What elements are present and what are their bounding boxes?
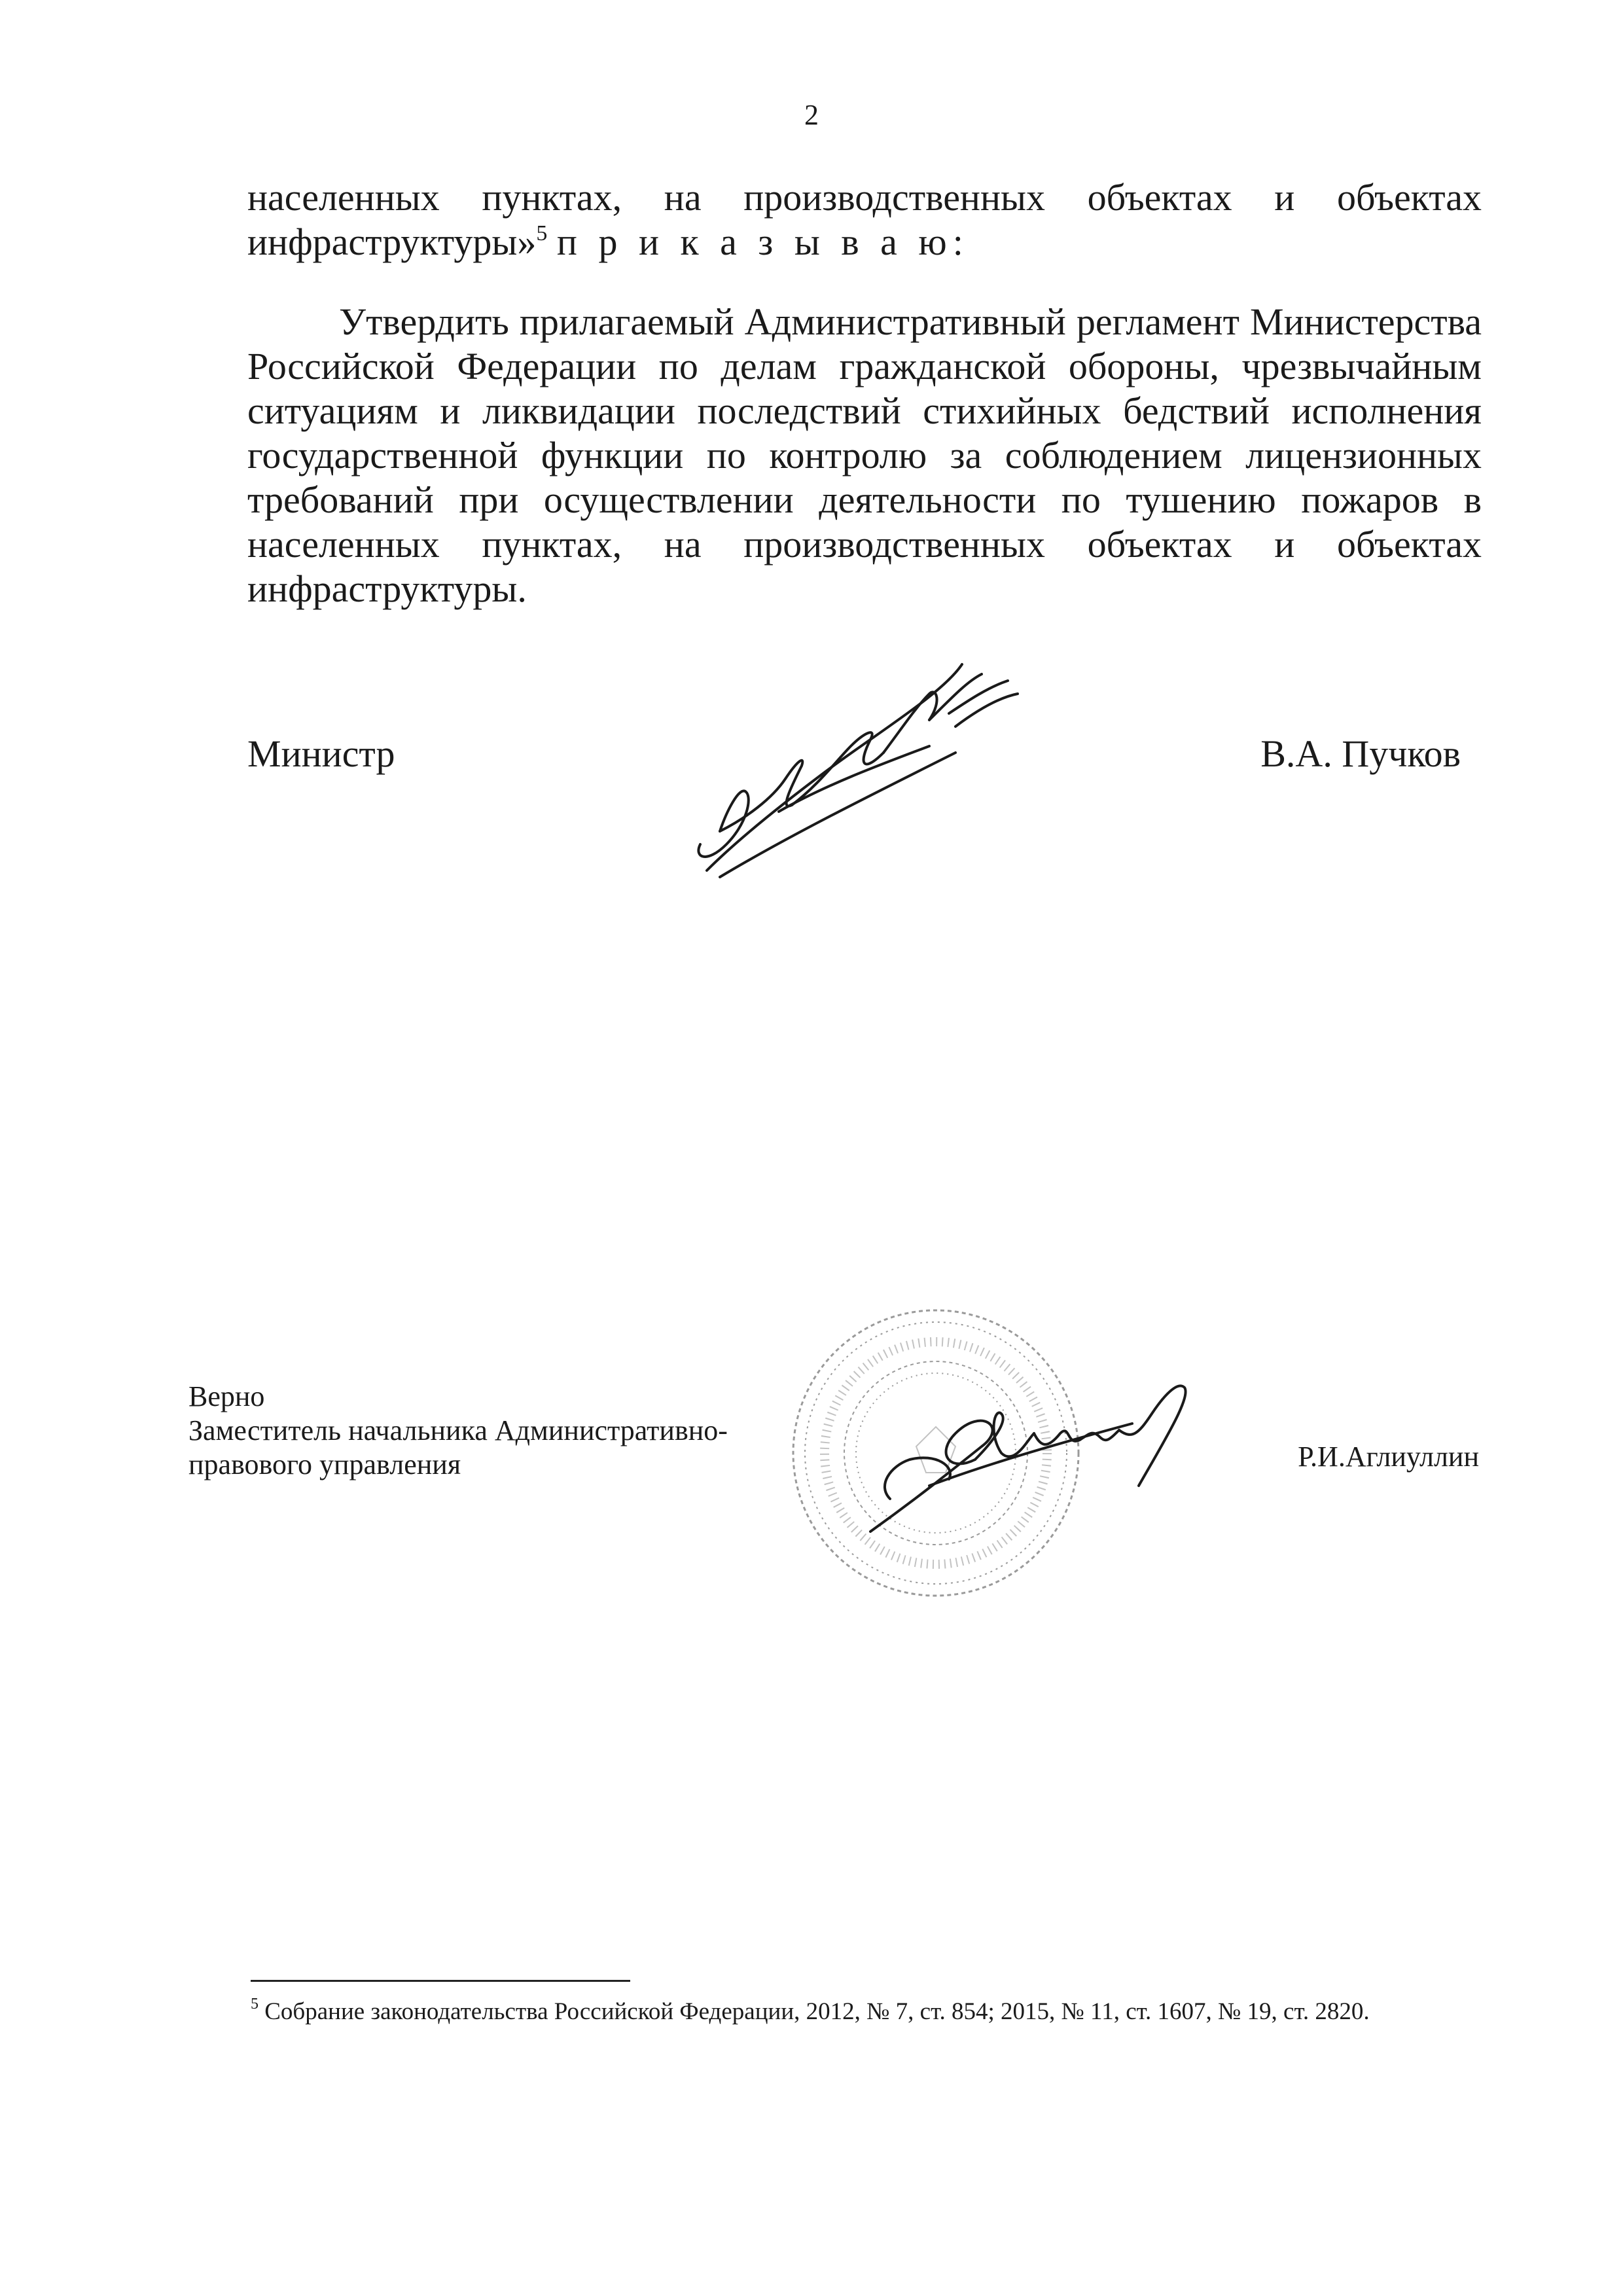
certification-position: Заместитель начальника Административно- (188, 1414, 728, 1446)
certification-verno: Верно (188, 1380, 265, 1412)
footnote-marker: 5 (251, 1996, 259, 2013)
paragraph-decision (247, 300, 1482, 611)
text-line: Российской Федерации по делам гражданской обороны, чрезвычайным (247, 345, 1482, 387)
footnote-text: Собрание законодательства Российской Федерации, 2012, № 7, ст. 854; 2015, № 11, ст. 1607, № 19, ст. 2820. (264, 1998, 1370, 2025)
text-line: государственной функции по контролю за соблюдением лицензионных (247, 434, 1482, 476)
certification-department: правового управления (188, 1448, 461, 1480)
order-word: п р и к а з ы в а ю: (556, 221, 969, 263)
text-line: населенных пунктах, на производственных объектах и объектах (247, 523, 1482, 565)
page-number: 2 (804, 99, 819, 131)
text-line: требований при осуществлении деятельности по тушению пожаров в (247, 478, 1482, 521)
certifier-signature (851, 1368, 1217, 1545)
text-line (247, 220, 1482, 264)
certification-block (188, 1380, 728, 1482)
minister-signature (681, 648, 1099, 890)
footnote-reference: 5 (536, 221, 548, 245)
certifier-name: Р.И.Аглиуллин (1298, 1441, 1479, 1473)
text-fragment: инфраструктуры» (247, 221, 537, 263)
signatory-name: В.А. Пучков (1260, 732, 1461, 775)
paragraph-intro (247, 175, 1482, 264)
text-line: инфраструктуры. (247, 567, 527, 610)
text-line: ситуациям и ликвидации последствий стихийных бедствий исполнения (247, 389, 1482, 432)
text-line: Утвердить прилагаемый Административный регламент Министерства (339, 300, 1482, 343)
footnote (251, 1998, 1370, 2026)
text-line: населенных пунктах, на производственных объектах и объектах (247, 176, 1482, 219)
signatory-title: Министр (247, 732, 395, 775)
footnote-separator (251, 1980, 630, 1982)
